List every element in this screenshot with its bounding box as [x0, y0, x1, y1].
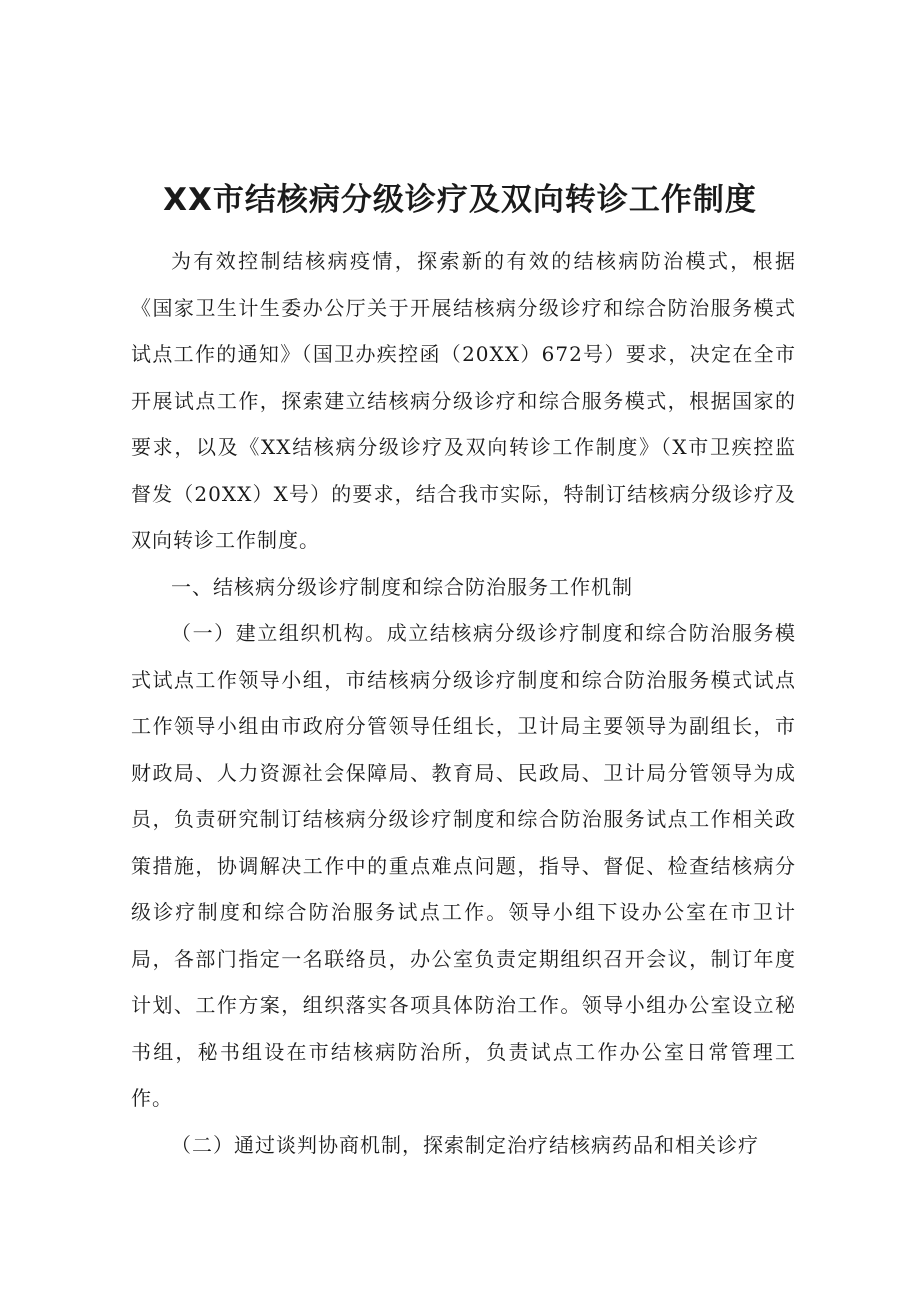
paragraph-negotiation: （二）通过谈判协商机制，探索制定治疗结核病药品和相关诊疗 [171, 1132, 759, 1157]
document-body [131, 238, 796, 1168]
paragraph-intro: 为有效控制结核病疫情，探索新的有效的结核病防治模式，根据《国家卫生计生委办公厅关于开展结核病分级诊疗和综合防治服务模式试点工作的通知》（国卫办疾控函（20XX）672号）要求，决定在全市开展试点工作，探索建立结核病分级诊疗和综合服务模式，根据国家的要求，以及《XX结核病分级诊疗及双向转诊工作制度》（X市卫疾控监督发（20XX）X号）的要求，结合我市实际，特制订结核病分级诊疗及双向转诊工作制度。 [131, 249, 796, 552]
document-title: XX市结核病分级诊疗及双向转诊工作制度 [163, 182, 757, 218]
section-heading-1: 一、结核病分级诊疗制度和综合防治服务工作机制 [171, 574, 633, 599]
paragraph-organization: （一）建立组织机构。成立结核病分级诊疗制度和综合防治服务模式试点工作领导小组，市结核病分级诊疗制度和综合防治服务模式试点工作领导小组由市政府分管领导任组长，卫计局主要领导为副组长，市财政局、人力资源社会保障局、教育局、民政局、卫计局分管领导为成员，负责研究制订结核病分级诊疗制度和综合防治服务试点工作相关政策措施，协调解决工作中的重点难点问题，指导、督促、检查结核病分级诊疗制度和综合防治服务试点工作。领导小组下设办公室在市卫计局，各部门指定一名联络员，办公室负责定期组织召开会议，制订年度计划、工作方案，组织落实各项具体防治工作。领导小组办公室设立秘书组，秘书组设在市结核病防治所，负责试点工作办公室日常管理工作。 [131, 621, 796, 1110]
